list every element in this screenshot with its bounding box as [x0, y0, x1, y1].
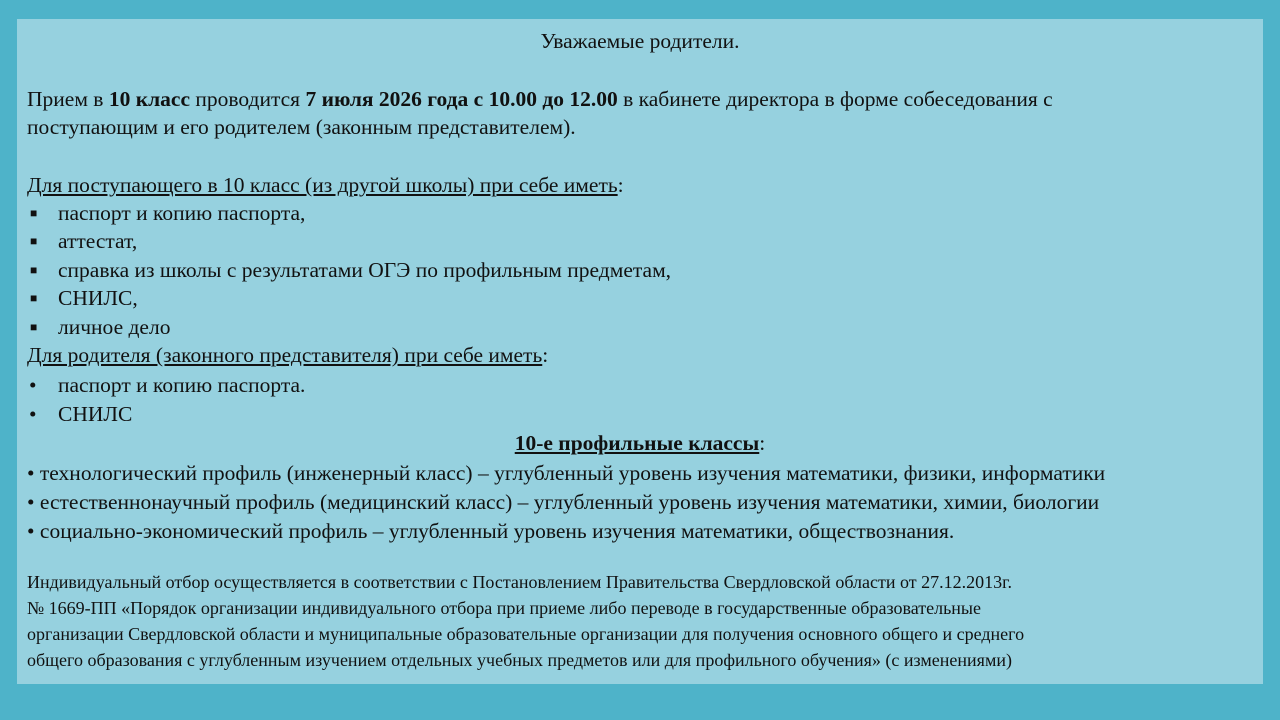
slide — [17, 19, 1263, 684]
footnote-line: общего образования с углубленным изучением отдельных учебных предметов или для профильного обучения» (с изменениями) — [27, 650, 1012, 670]
square-bullet-icon: ■ — [30, 263, 38, 277]
student-item: справка из школы с результатами ОГЭ по профильным предметам, — [58, 258, 672, 282]
profile-item: • социально-экономический профиль – углубленный уровень изучения математики, обществознания. — [27, 519, 955, 543]
parent-heading-colon: : — [542, 343, 549, 367]
square-bullet-icon: ■ — [30, 206, 38, 220]
footnote-line: организации Свердловской области и муниципальные образовательные организации для получения основного общего и среднего — [27, 624, 1025, 644]
student-item: аттестат, — [58, 229, 138, 253]
square-bullet-icon: ■ — [30, 234, 38, 248]
parent-heading — [27, 341, 548, 369]
intro-text-3: в кабинете директора в форме собеседования с — [617, 87, 1053, 111]
greeting: Уважаемые родители. — [540, 29, 740, 53]
round-bullet-icon: • — [29, 402, 37, 426]
profile-heading-text: 10-е профильные классы — [514, 431, 760, 455]
square-bullet-icon: ■ — [30, 291, 38, 305]
profile-heading-colon: : — [759, 431, 766, 455]
parent-item: СНИЛС — [58, 402, 133, 426]
student-item: СНИЛС, — [58, 286, 138, 310]
round-bullet-icon: • — [29, 373, 37, 397]
footnote-line: № 1669-ПП «Порядок организации индивидуального отбора при приеме либо переводе в государственные образовательные — [27, 598, 981, 618]
profile-heading — [17, 429, 1263, 457]
square-bullet-icon: ■ — [30, 320, 38, 334]
parent-heading-text: Для родителя (законного представителя) при себе иметь — [27, 343, 543, 367]
parent-item: паспорт и копию паспорта. — [58, 373, 306, 397]
intro-class: 10 класс — [108, 87, 191, 111]
intro-line-2: поступающим и его родителем (законным представителем). — [27, 115, 576, 139]
student-heading — [27, 171, 624, 199]
footnote-line: Индивидуальный отбор осуществляется в соответствии с Постановлением Правительства Свердловской области от 27.12.2013г. — [27, 572, 1012, 592]
intro-date-time: 7 июля 2026 года с 10.00 до 12.00 — [305, 87, 618, 111]
intro-text-2: проводится — [190, 87, 306, 111]
profile-item: • технологический профиль (инженерный класс) – углубленный уровень изучения математики, физики, информатики — [27, 461, 1106, 485]
student-item: паспорт и копию паспорта, — [58, 201, 306, 225]
intro-line-1 — [27, 85, 1053, 113]
student-item: личное дело — [58, 315, 171, 339]
profile-item: • естественнонаучный профиль (медицинский класс) – углубленный уровень изучения математики, химии, биологии — [27, 490, 1100, 514]
student-heading-colon: : — [617, 173, 624, 197]
student-heading-text: Для поступающего в 10 класс (из другой школы) при себе иметь — [27, 173, 618, 197]
intro-text-1: Прием в — [27, 87, 109, 111]
